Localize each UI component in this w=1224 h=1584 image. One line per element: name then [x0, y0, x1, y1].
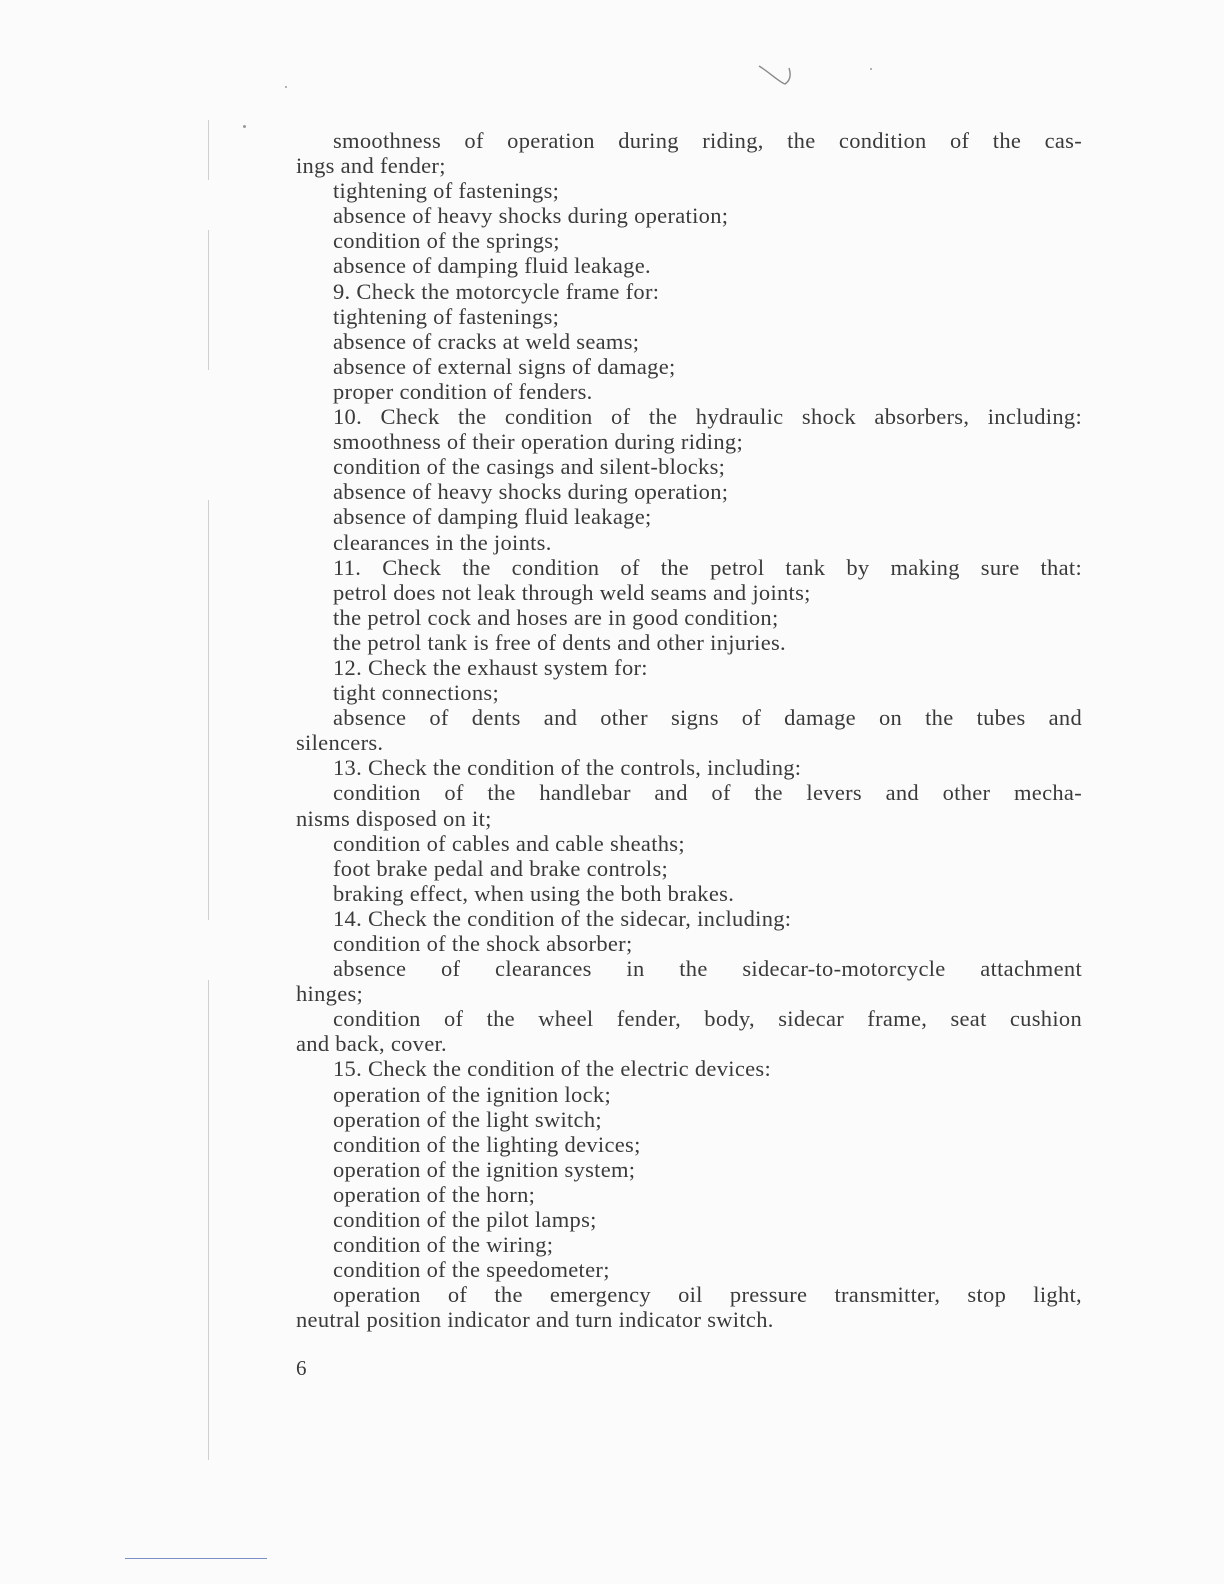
- text-line: operation of the ignition system;: [333, 1156, 636, 1182]
- text-line: 13. Check the condition of the controls, including:: [333, 755, 802, 781]
- text-line: 15. Check the condition of the electric devices:: [333, 1056, 771, 1082]
- text-line: operation of the ignition lock;: [333, 1081, 611, 1107]
- text-line: condition of the speedometer;: [333, 1257, 610, 1283]
- text-line: foot brake pedal and brake controls;: [333, 855, 669, 881]
- text-line: neutral position indicator and turn indicator switch.: [296, 1307, 774, 1333]
- text-line: condition of the lighting devices;: [333, 1131, 641, 1157]
- text-line: tight connections;: [333, 680, 499, 706]
- text-line: braking effect, when using the both brakes.: [333, 880, 735, 906]
- footer-rule: [125, 1558, 267, 1559]
- text-line: the petrol tank is free of dents and other injuries.: [333, 629, 786, 655]
- text-line: condition of the springs;: [333, 228, 560, 254]
- text-line: condition of the shock absorber;: [333, 931, 633, 956]
- text-line: condition of the wiring;: [333, 1232, 554, 1258]
- text-line: absence of damping fluid leakage.: [333, 253, 651, 279]
- text-line: absence of damping fluid leakage;: [333, 504, 652, 530]
- text-line: 10. Check the condition of the hydraulic shock absorbers, including:: [333, 404, 1082, 430]
- scan-speck: [285, 86, 287, 88]
- text-line: condition of the casings and silent-blocks;: [333, 454, 726, 480]
- page-number: 6: [296, 1356, 307, 1380]
- text-line: absence of heavy shocks during operation;: [333, 203, 729, 229]
- text-line: absence of clearances in the sidecar-to-motorcycle attachment: [333, 956, 1082, 982]
- text-line: smoothness of operation during riding, the condition of the cas-: [333, 128, 1082, 153]
- text-line: 14. Check the condition of the sidecar, including:: [333, 905, 792, 931]
- text-line: tightening of fastenings;: [333, 303, 560, 329]
- text-line: ings and fender;: [296, 153, 446, 179]
- body-text: [296, 128, 1082, 1333]
- text-line: condition of the wheel fender, body, sidecar frame, seat cushion: [333, 1006, 1082, 1032]
- text-line: tightening of fastenings;: [333, 178, 560, 204]
- text-line: 12. Check the exhaust system for:: [333, 654, 648, 680]
- binding-edge-marks: [202, 120, 218, 1460]
- scan-speck: [243, 125, 246, 128]
- text-line: operation of the light switch;: [333, 1106, 602, 1132]
- text-line: hinges;: [296, 981, 364, 1007]
- text-line: absence of cracks at weld seams;: [333, 328, 640, 354]
- text-line: silencers.: [296, 730, 384, 756]
- text-line: 9. Check the motorcycle frame for:: [333, 278, 660, 304]
- text-line: smoothness of their operation during riding;: [333, 429, 744, 455]
- text-line: absence of dents and other signs of damage on the tubes and: [333, 705, 1082, 731]
- text-line: condition of cables and cable sheaths;: [333, 830, 685, 856]
- text-line: petrol does not leak through weld seams and joints;: [333, 579, 811, 605]
- text-line: the petrol cock and hoses are in good condition;: [333, 604, 779, 630]
- text-line: condition of the pilot lamps;: [333, 1207, 597, 1233]
- text-line: operation of the emergency oil pressure transmitter, stop light,: [333, 1282, 1082, 1308]
- text-line: clearances in the joints.: [333, 529, 552, 555]
- text-line: condition of the handlebar and of the levers and other mecha-: [333, 780, 1082, 806]
- scan-artifact-mark: [755, 60, 795, 90]
- text-line: absence of heavy shocks during operation;: [333, 479, 729, 505]
- scan-speck: [870, 68, 872, 70]
- text-line: and back, cover.: [296, 1031, 447, 1057]
- text-line: operation of the horn;: [333, 1181, 536, 1207]
- text-line: absence of external signs of damage;: [333, 353, 676, 379]
- text-line: proper condition of fenders.: [333, 378, 593, 404]
- text-line: nisms disposed on it;: [296, 805, 492, 831]
- text-line: 11. Check the condition of the petrol tank by making sure that:: [333, 554, 1082, 580]
